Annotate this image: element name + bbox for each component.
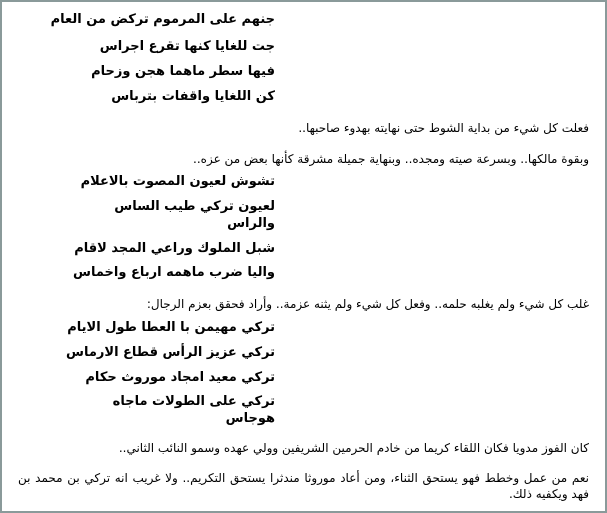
poem-line-5: تشوش لعيون المصوت بالاعلام <box>80 174 275 189</box>
poem-line-6b: والراس <box>227 216 275 231</box>
paragraph-3: غلب كل شيء ولم يغلبه حلمه.. وفعل كل شيء ولم يثنه عزمة.. وأراد فحقق بعزم الرجال: <box>146 297 589 311</box>
poem-line-3: فيها سطر ماهما هجن وزحام <box>91 64 275 79</box>
poem-line-1: جنهم على المرموم تركض من العام <box>50 12 275 27</box>
poem-line-2: جت للغايا كنها تقرع اجراس <box>99 39 275 54</box>
poem-line-4: كن اللغايا واقفات بترباس <box>111 89 275 104</box>
poem-line-7: شبل الملوك وراعي المجد لاقام <box>74 241 275 256</box>
poem-line-6: لعيون تركي طيب الساس <box>114 199 275 214</box>
poem-line-11: تركي معيد امجاد موروث حكام <box>85 370 275 385</box>
paragraph-2: وبقوة مالكها.. وبسرعة صيته ومجده.. وبنهاية جميلة مشرقة كأنها بعض من عزه.. <box>193 152 589 166</box>
poem-line-12: تركي على الطولات ماجاه <box>112 394 275 409</box>
poem-line-10: تركي عزيز الرأس قطاع الارماس <box>66 345 275 360</box>
poem-line-9: تركي مهيمن با العطا طول الايام <box>67 320 275 335</box>
paragraph-1: فعلت كل شيء من بداية الشوط حتى نهايته بهدوء صاحبها.. <box>298 121 589 135</box>
poem-line-12b: هوجاس <box>225 411 275 426</box>
poem-line-8: واليا ضرب ماهمه ارباع واخماس <box>73 265 275 280</box>
paragraph-5: نعم من عمل وخطط فهو يستحق الثناء، ومن أعاد موروثا مندثرا يستحق التكريم.. ولا غريب انه تركي بن محمد بن فهد ويكفيه ذلك. <box>18 471 589 501</box>
paragraph-4: كان الفوز مدويا فكان اللقاء كريما من خادم الحرمين الشريفين وولي عهده وسمو النائب الثاني.. <box>118 441 589 455</box>
